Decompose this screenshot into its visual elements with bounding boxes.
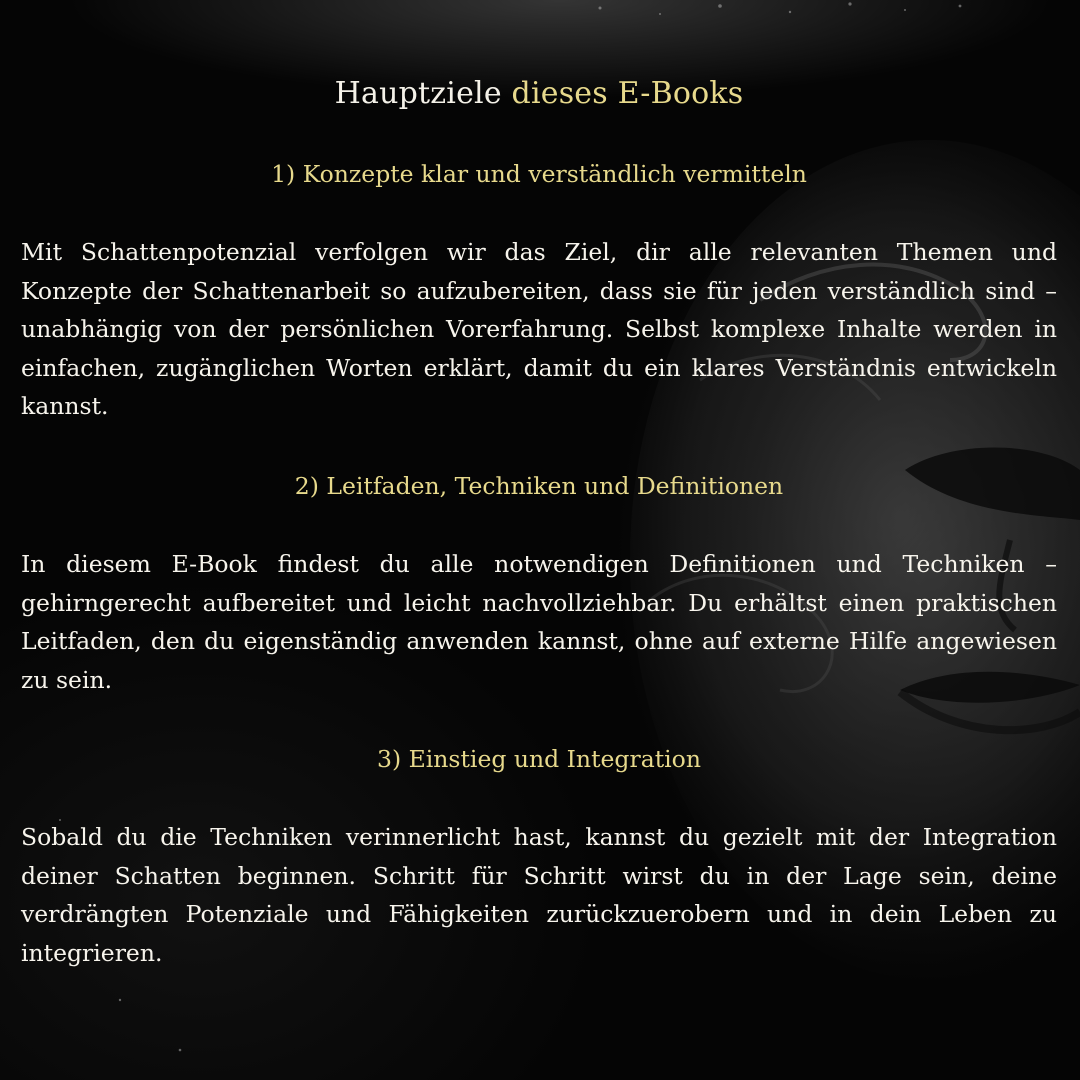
section-text-1: Mit Schattenpotenzial verfolgen wir das Ziel, dir alle relevanten Themen und Konzepte der Schattenarbeit so aufzubereiten, dass sie für jeden verständlich sind – unabhängig von der persönlichen Vorerfahrung. Selbst komplexe Inhalte werden in einfachen, zugänglichen Worten erklärt, damit du ein klares Verständnis entwickeln kannst.: [21, 238, 1057, 420]
section-heading-2: 2) Leitfaden, Techniken und Definitionen: [294, 472, 784, 500]
page-title: [21, 74, 1057, 114]
section-heading-3: 3) Einstieg und Integration: [377, 745, 701, 773]
section-heading-1: 1) Konzepte klar und verständlich vermitteln: [271, 160, 807, 188]
title-accent: dieses E-Books: [511, 76, 744, 111]
section-text-3: Sobald du die Techniken verinnerlicht hast, kannst du gezielt mit der Integration deiner Schatten beginnen. Schritt für Schritt wirst du in der Lage sein, deine verdrängten Potenziale und Fähigkeiten zurückzuerobern und in dein Leben zu integrieren.: [21, 823, 1057, 967]
section-text-2: In diesem E-Book findest du alle notwendigen Definitionen und Techniken – gehirngerecht aufbereitet und leicht nachvollziehbar. Du erhältst einen praktischen Leitfaden, den du eigenständig anwenden kannst, ohne auf externe Hilfe angewiesen zu sein.: [21, 550, 1057, 694]
title-main: Hauptziele: [334, 76, 502, 111]
